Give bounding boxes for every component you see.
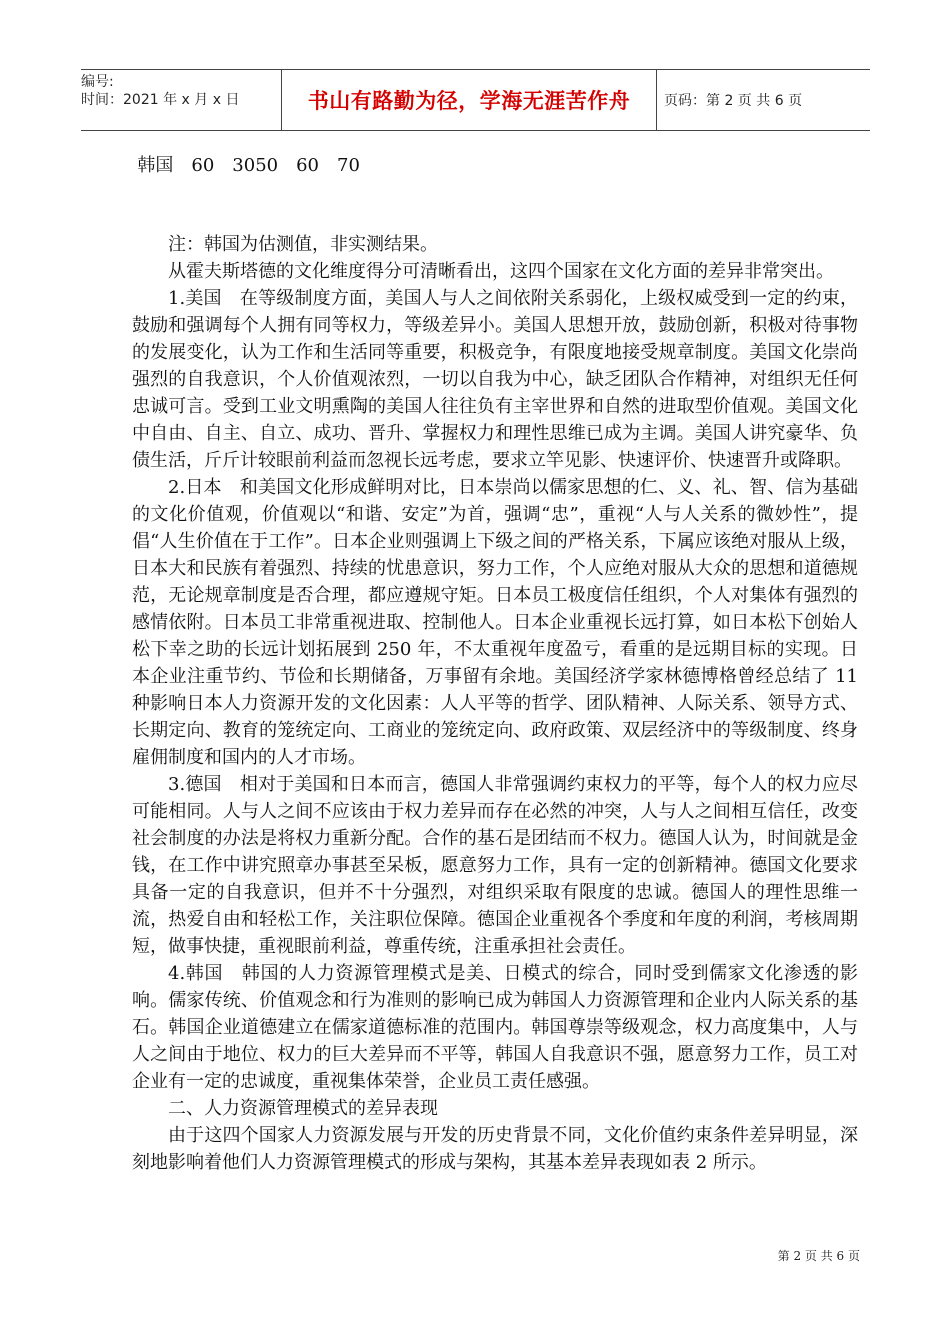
note-paragraph: 注：韩国为估测值，非实测结果。 [168, 234, 438, 255]
usa-paragraph: 1.美国 在等级制度方面，美国人与人之间依附关系弱化，上级权威受到一定的约束，鼓励和强调每个人拥有同等权力，等级差异小。美国人思想开放，鼓励创新，积极对待事物的发展变化，认为工作和生活同等重要，积极竞争，有限度地接受规章制度。美国文化崇尚强烈的自我意识，个人价值观浓烈，一切以自我为中心，缺乏团队合作精神，对组织无任何忠诚可言。受到工业文明熏陶的美国人往往负有主宰世界和自然的进取型价值观。美国文化中自由、自主、自立、成功、晋升、掌握权力和理性思维已成为主调。美国人讲究豪华、负债生活，斤斤计较眼前利益而忽视长远考虑，要求立竿见影、快速评价、快速晋升或降职。 [132, 288, 858, 471]
section-heading: 二、人力资源管理模式的差异表现 [168, 1098, 438, 1119]
header-slogan: 书山有路勤为径，学海无涯苦作舟 [307, 89, 631, 113]
document-body [132, 150, 858, 1176]
korea-paragraph: 4.韩国 韩国的人力资源管理模式是美、日模式的综合，同时受到儒家文化渗透的影响。儒家传统、价值观念和行为准则的影响已成为韩国人力资源管理和企业内人际关系的基石。韩国企业道德建立在儒家道德标准的范围内。韩国尊崇等级观念，权力高度集中，人与人之间由于地位、权力的巨大差异而不平等，韩国人自我意识不强，愿意努力工作，员工对企业有一定的忠诚度，重视集体荣誉，企业员工责任感强。 [132, 963, 858, 1092]
page-header [81, 69, 870, 131]
header-slogan-cell [281, 70, 657, 130]
code-label: 编号: [81, 74, 114, 90]
header-page-cell [656, 70, 878, 130]
header-meta [81, 70, 281, 130]
germany-paragraph: 3.德国 相对于美国和日本而言，德国人非常强调约束权力的平等，每个人的权力应尽可能相同。人与人之间不应该由于权力差异而存在必然的冲突，人与人之间相互信任，改变社会制度的办法是将权力重新分配。合作的基石是团结而不权力。德国人认为，时间就是金钱，在工作中讲究照章办事甚至呆板，愿意努力工作，具有一定的创新精神。德国文化要求具备一定的自我意识，但并不十分强烈，对组织采取有限度的忠诚。德国人的理性思维一流，热爱自由和轻松工作，关注职位保障。德国企业重视各个季度和年度的利润，考核周期短，做事快捷，重视眼前利益，尊重传统，注重承担社会责任。 [132, 774, 858, 957]
closing-paragraph: 由于这四个国家人力资源发展与开发的历史背景不同，文化价值约束条件差异明显，深刻地影响着他们人力资源管理模式的形成与架构，其基本差异表现如表 2 所示。 [132, 1125, 858, 1173]
date-label: 时间：2021 年 x 月 x 日 [81, 92, 240, 108]
japan-paragraph: 2.日本 和美国文化形成鲜明对比，日本崇尚以儒家思想的仁、义、礼、智、信为基础的文化价值观，价值观以“和谐、安定”为首，强调“忠”，重视“人与人关系的微妙性”，提倡“人生价值在于工作”。日本企业则强调上下级之间的严格关系，下属应该绝对服从上级，日本大和民族有着强烈、持续的忧患意识，努力工作，个人应绝对服从大众的思想和道德规范，无论规章制度是否合理，都应遵规守矩。日本员工极度信任组织，个人对集体有强烈的感情依附。日本员工非常重视进取、控制他人。日本企业重视长远打算，如日本松下创始人松下幸之助的长远计划拓展到 250 年，不太重视年度盈亏，看重的是远期目标的实现。日本企业注重节约、节俭和长期储备，万事留有余地。美国经济学家林德博格曾经总结了 11 种影响日本人力资源开发的文化因素：人人平等的哲学、团队精神、人际关系、领导方式、长期定向、教育的笼统定向、工商业的笼统定向、政府政策、双层经济中的等级制度、终身雇佣制度和国内的人才市场。 [132, 477, 858, 768]
header-page-label: 页码：第 2 页 共 6 页 [664, 93, 803, 109]
table-row-korea: 韩国 60 3050 60 70 [137, 155, 360, 176]
intro-paragraph: 从霍夫斯塔德的文化维度得分可清晰看出，这四个国家在文化方面的差异非常突出。 [168, 261, 834, 282]
page-footer: 第 2 页 共 6 页 [777, 1249, 860, 1263]
